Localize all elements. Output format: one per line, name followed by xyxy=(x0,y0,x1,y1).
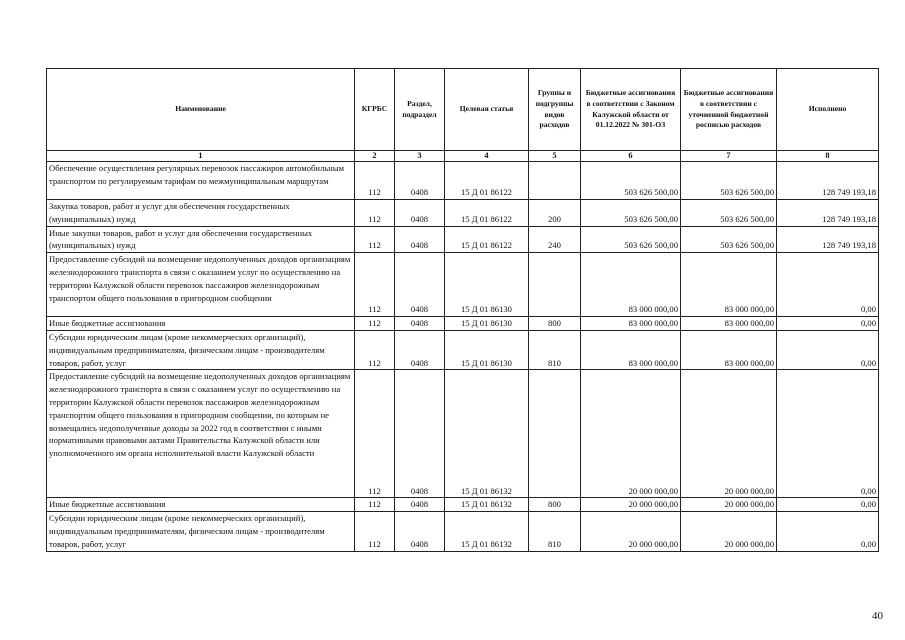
row-name: Предоставление субсидий на возмещение недополученных доходов организациям железнодорожного транспорта в связи с оказанием услуг по осуществлению на территории Калужской области перевозок пассажиров железнодорожным транспортом общего пользования в пригородном сообщении, по которым не возмещались недополученные доходы за 2022 год в соответствии с иными нормативными правовыми актами Правительства Калужской области или уполномоченного им органа исполнительной власти Калужской области xyxy=(47,370,355,498)
row-law-amount: 20 000 000,00 xyxy=(581,498,681,512)
row-law-amount: 503 626 500,00 xyxy=(581,200,681,227)
row-target: 15 Д 01 86130 xyxy=(445,253,529,317)
row-executed-amount: 0,00 xyxy=(777,512,879,551)
row-refined-amount: 20 000 000,00 xyxy=(681,512,777,551)
table-row xyxy=(47,370,879,498)
header-section: Раздел, подраздел xyxy=(395,69,445,151)
row-group: 810 xyxy=(529,512,581,551)
row-name: Субсидии юридическим лицам (кроме некоммерческих организаций), индивидуальным предпринимателям, физическим лицам - производителям товаров, работ, услуг xyxy=(47,512,355,551)
row-refined-amount: 83 000 000,00 xyxy=(681,253,777,317)
header-executed: Исполнено xyxy=(777,69,879,151)
row-executed-amount: 128 749 193,18 xyxy=(777,226,879,253)
row-kgrbs: 112 xyxy=(355,200,395,227)
row-section: 0408 xyxy=(395,512,445,551)
header-law: Бюджетные ассигнования в соответствии с Законом Калужской области от 01.12.2022 № 301-ОЗ xyxy=(581,69,681,151)
row-refined-amount: 503 626 500,00 xyxy=(681,200,777,227)
row-kgrbs: 112 xyxy=(355,330,395,369)
header-row xyxy=(47,69,879,151)
row-group xyxy=(529,253,581,317)
row-section: 0408 xyxy=(395,200,445,227)
row-law-amount: 503 626 500,00 xyxy=(581,162,681,200)
row-executed-amount: 0,00 xyxy=(777,330,879,369)
row-executed-amount: 0,00 xyxy=(777,498,879,512)
row-target: 15 Д 01 86130 xyxy=(445,317,529,331)
row-target: 15 Д 01 86122 xyxy=(445,162,529,200)
row-refined-amount: 83 000 000,00 xyxy=(681,317,777,331)
table-row xyxy=(47,253,879,317)
header-groups: Группы и подгруппы видов расходов xyxy=(529,69,581,151)
row-name: Иные бюджетные ассигнования xyxy=(47,498,355,512)
row-refined-amount: 20 000 000,00 xyxy=(681,370,777,498)
header-refined: Бюджетные ассигнования в соответствии с уточненной бюджетной росписью расходов xyxy=(681,69,777,151)
row-executed-amount: 0,00 xyxy=(777,317,879,331)
row-name: Субсидии юридическим лицам (кроме некоммерческих организаций), индивидуальным предпринимателям, физическим лицам - производителям товаров, работ, услуг xyxy=(47,330,355,369)
row-law-amount: 83 000 000,00 xyxy=(581,253,681,317)
row-group: 800 xyxy=(529,498,581,512)
row-executed-amount: 0,00 xyxy=(777,253,879,317)
row-section: 0408 xyxy=(395,370,445,498)
row-group xyxy=(529,162,581,200)
row-law-amount: 20 000 000,00 xyxy=(581,370,681,498)
header-kgrbs: КГРБС xyxy=(355,69,395,151)
header-target: Целевая статья xyxy=(445,69,529,151)
row-group: 810 xyxy=(529,330,581,369)
row-executed-amount: 0,00 xyxy=(777,370,879,498)
row-executed-amount: 128 749 193,18 xyxy=(777,162,879,200)
column-number: 7 xyxy=(681,151,777,162)
column-number: 5 xyxy=(529,151,581,162)
row-executed-amount: 128 749 193,18 xyxy=(777,200,879,227)
column-number: 1 xyxy=(47,151,355,162)
table-row xyxy=(47,226,879,253)
row-target: 15 Д 01 86122 xyxy=(445,226,529,253)
row-group: 800 xyxy=(529,317,581,331)
row-name: Иные закупки товаров, работ и услуг для обеспечения государственных (муниципальных) нужд xyxy=(47,226,355,253)
row-refined-amount: 503 626 500,00 xyxy=(681,162,777,200)
row-name: Иные бюджетные ассигнования xyxy=(47,317,355,331)
row-group: 240 xyxy=(529,226,581,253)
row-section: 0408 xyxy=(395,330,445,369)
row-refined-amount: 83 000 000,00 xyxy=(681,330,777,369)
column-number-row xyxy=(47,151,879,162)
row-kgrbs: 112 xyxy=(355,317,395,331)
row-section: 0408 xyxy=(395,317,445,331)
row-target: 15 Д 01 86130 xyxy=(445,330,529,369)
row-kgrbs: 112 xyxy=(355,253,395,317)
row-law-amount: 20 000 000,00 xyxy=(581,512,681,551)
column-number: 8 xyxy=(777,151,879,162)
row-law-amount: 83 000 000,00 xyxy=(581,317,681,331)
column-number: 3 xyxy=(395,151,445,162)
row-section: 0408 xyxy=(395,253,445,317)
row-target: 15 Д 01 86132 xyxy=(445,498,529,512)
table-row xyxy=(47,330,879,369)
row-target: 15 Д 01 86132 xyxy=(445,512,529,551)
row-refined-amount: 20 000 000,00 xyxy=(681,498,777,512)
row-group xyxy=(529,370,581,498)
column-number: 2 xyxy=(355,151,395,162)
table-row xyxy=(47,498,879,512)
table-row xyxy=(47,512,879,551)
row-section: 0408 xyxy=(395,226,445,253)
table-row xyxy=(47,162,879,200)
table-row xyxy=(47,317,879,331)
row-law-amount: 83 000 000,00 xyxy=(581,330,681,369)
budget-table xyxy=(46,68,879,552)
row-law-amount: 503 626 500,00 xyxy=(581,226,681,253)
column-number: 6 xyxy=(581,151,681,162)
row-name: Обеспечение осуществления регулярных перевозок пассажиров автомобильным транспортом по регулируемым тарифам по межмуниципальным маршрутам xyxy=(47,162,355,200)
page-number: 40 xyxy=(872,610,883,622)
row-name: Предоставление субсидий на возмещение недополученных доходов организациям железнодорожного транспорта в связи с оказанием услуг по осуществлению на территории Калужской области перевозок пассажиров железнодорожным транспортом общего пользования в пригородном сообщении xyxy=(47,253,355,317)
column-number: 4 xyxy=(445,151,529,162)
row-name: Закупка товаров, работ и услуг для обеспечения государственных (муниципальных) нужд xyxy=(47,200,355,227)
row-kgrbs: 112 xyxy=(355,498,395,512)
row-section: 0408 xyxy=(395,162,445,200)
row-kgrbs: 112 xyxy=(355,370,395,498)
row-group: 200 xyxy=(529,200,581,227)
header-name: Наименование xyxy=(47,69,355,151)
row-refined-amount: 503 626 500,00 xyxy=(681,226,777,253)
row-target: 15 Д 01 86122 xyxy=(445,200,529,227)
table-row xyxy=(47,200,879,227)
row-kgrbs: 112 xyxy=(355,226,395,253)
row-section: 0408 xyxy=(395,498,445,512)
row-target: 15 Д 01 86132 xyxy=(445,370,529,498)
table-body xyxy=(47,162,879,552)
row-kgrbs: 112 xyxy=(355,512,395,551)
row-kgrbs: 112 xyxy=(355,162,395,200)
